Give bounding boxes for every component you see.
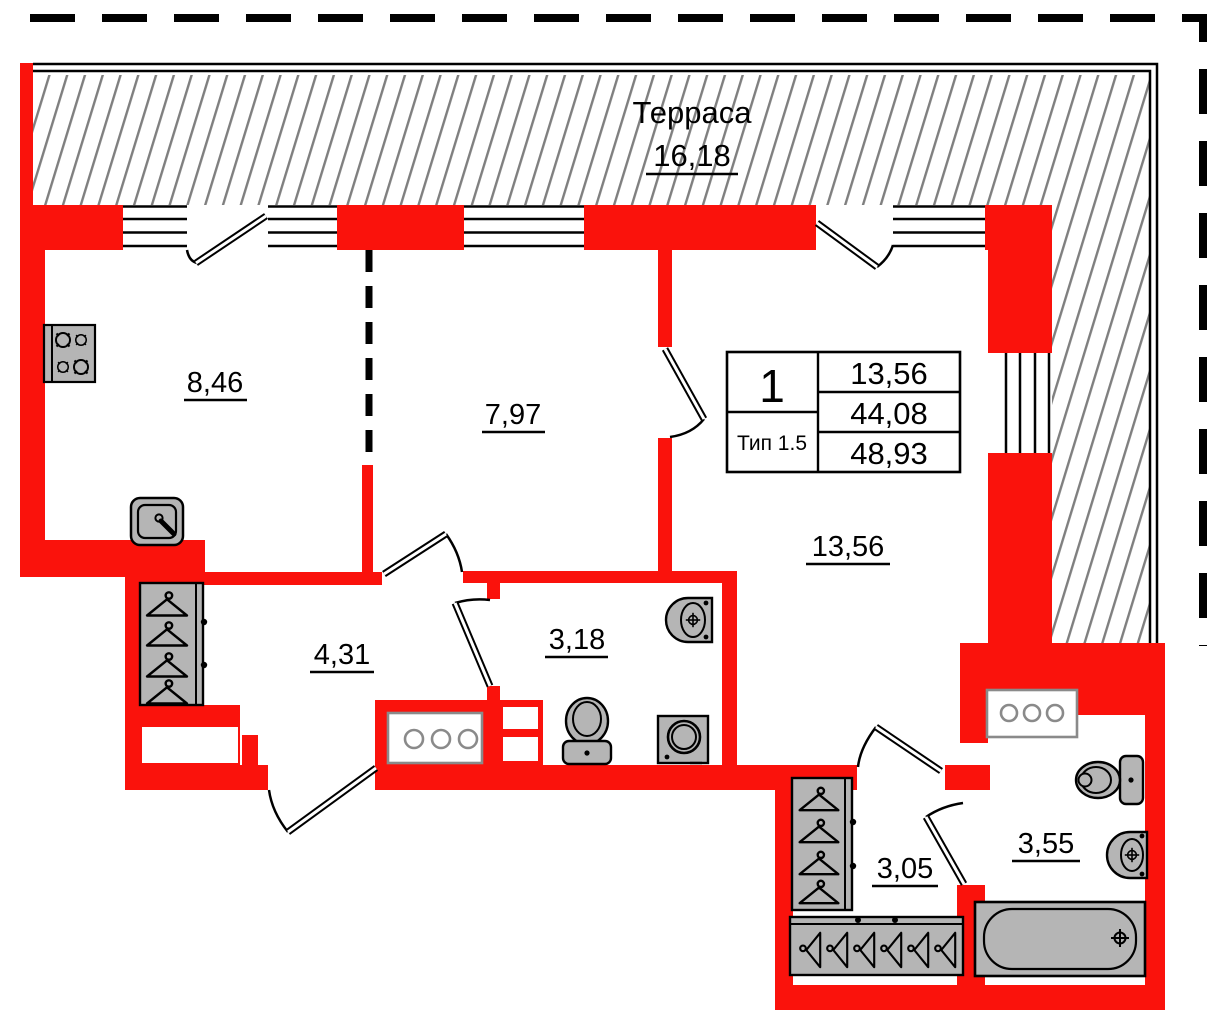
kitchen-sink-icon: [131, 498, 183, 545]
door-room-hall: [384, 534, 462, 574]
area-apartment-value: 44,08: [850, 396, 928, 431]
terrace-hatch-right: [1052, 205, 1150, 643]
terrace-area: 16,18: [653, 138, 731, 173]
door-living-wardrobe: [858, 727, 941, 771]
label-hall: [310, 639, 374, 672]
master-vent-shaft-icon: [987, 690, 1077, 737]
info-box: [727, 352, 960, 472]
door-entrance: [269, 768, 376, 832]
terrace-hatch-top: [33, 75, 1150, 205]
label-living: [806, 531, 890, 564]
door-bathroom-guest: [455, 599, 490, 686]
label-bathroom-guest: [545, 624, 608, 657]
label-room: [482, 399, 545, 432]
apartment-number: 1: [759, 360, 785, 412]
svg-text:8,46: 8,46: [186, 367, 244, 399]
label-wardrobe: [872, 853, 938, 886]
svg-text:7,97: 7,97: [484, 399, 542, 431]
hall-wardrobe-icon: [140, 583, 207, 705]
shoe-rack-icon: [790, 917, 963, 975]
guest-sink-icon: [666, 598, 712, 642]
area-total-value: 48,93: [850, 436, 928, 471]
wardrobe-icon: [792, 778, 856, 910]
area-living-value: 13,56: [850, 356, 928, 391]
door-room-living: [665, 349, 704, 437]
label-kitchen: [184, 367, 247, 400]
hall-vent-shaft-icon: [388, 713, 482, 763]
svg-text:13,56: 13,56: [811, 531, 885, 563]
svg-text:4,31: 4,31: [313, 639, 371, 671]
svg-text:3,05: 3,05: [876, 853, 934, 885]
bathtub-icon: [975, 902, 1145, 976]
guest-toilet-icon: [563, 698, 611, 764]
terrace-name: Терраса: [632, 95, 752, 130]
wall-niches: [142, 205, 893, 763]
master-sink-icon: [1107, 832, 1147, 878]
master-toilet-icon: [1076, 756, 1143, 804]
washing-machine-icon: [658, 716, 708, 763]
apartment-type: Тип 1.5: [736, 432, 808, 455]
svg-text:3,55: 3,55: [1017, 828, 1075, 860]
svg-text:3,18: 3,18: [548, 624, 606, 656]
stove-icon: [44, 325, 95, 382]
label-bathroom-master: [1012, 828, 1080, 861]
